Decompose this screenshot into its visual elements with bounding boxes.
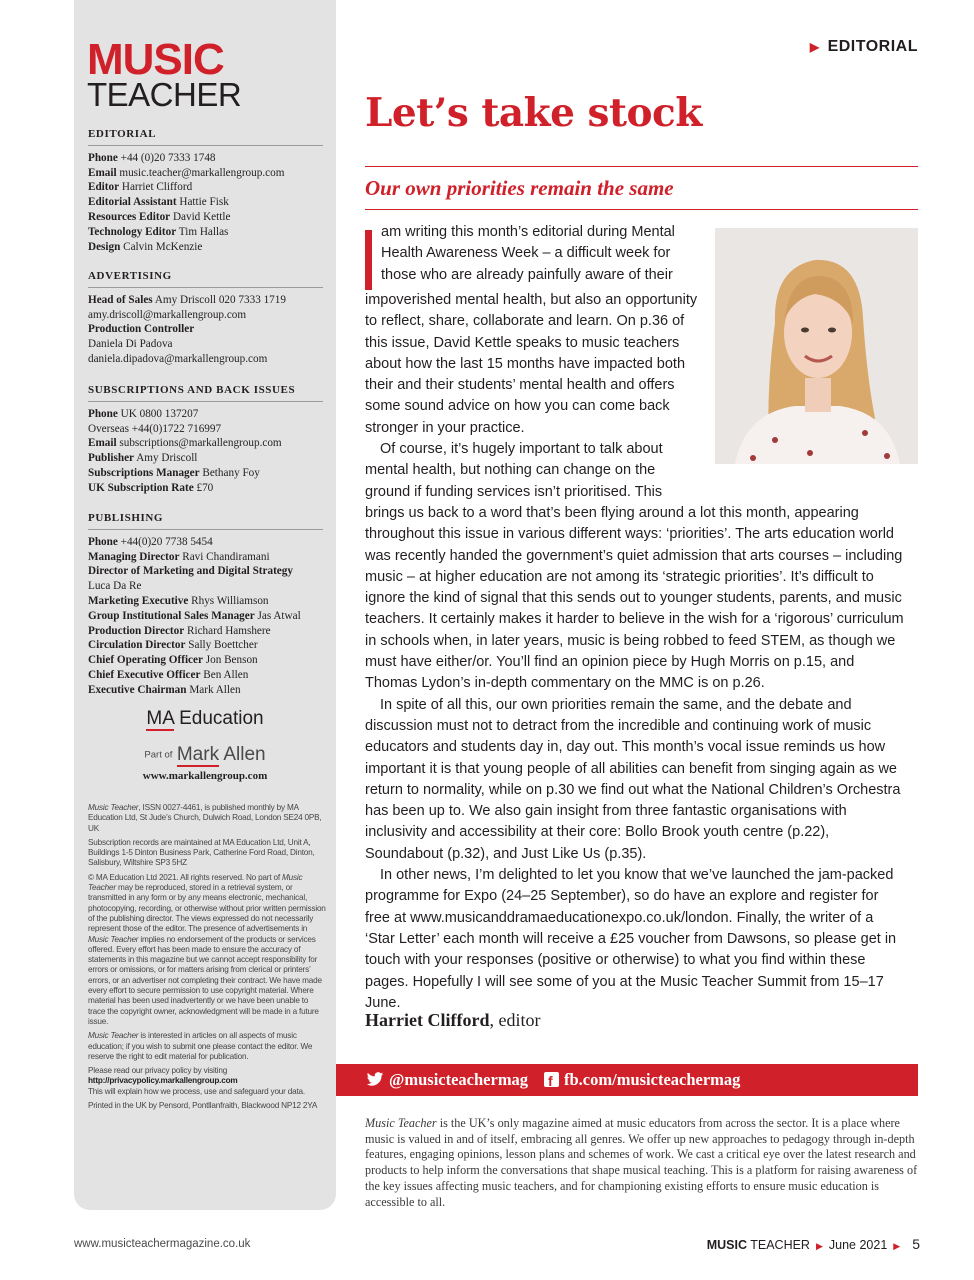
paragraph-4: In other news, I’m delighted to let you know that we’ve launched the jam-packed programme for Expo (24–25 September), so do have an explore and register for free at www.musicanddramaeducationexpo.co.uk/london. Finally, the writer of a ‘Star Letter’ each month will receive a £25 voucher from Dawsons, so please get in touch with your responses (positive or otherwise) to what you find within these pages. Hopefully I will see some of you at the Music Teacher Summit from 15–17 June. <box>365 867 897 1011</box>
publishing-line-label: Circulation Director <box>88 639 186 652</box>
logo-teacher: TEACHER <box>87 76 242 113</box>
subscriptions-heading: SUBSCRIPTIONS AND BACK ISSUES <box>88 383 323 402</box>
mark-allen-mark: Mark <box>176 744 220 765</box>
advertising-line-value: daniela.dipadova@markallengroup.com <box>88 352 268 365</box>
facebook-handle: fb.com/musicteachermag <box>564 1070 741 1089</box>
editorial-line-label: Phone <box>88 151 118 164</box>
about-magazine <box>365 1116 921 1210</box>
publishing-line-value: Ravi Chandiramani <box>182 550 270 563</box>
publisher-logos <box>74 708 336 782</box>
triangle-icon: ▶ <box>809 40 820 54</box>
publishing-line-value: Rhys Williamson <box>191 594 269 607</box>
legal-copyright-cont: may be reproduced, stored in a retrieval system, or transmitted in any form or by any means electronic, mechanical, photocopying, recording, or otherwise without prior written permission of the publishing director. The views expressed do not necessarily represent those of the editor. The presence of advertisements in <box>88 883 326 934</box>
publishing-line-value: Richard Hamshere <box>187 624 271 637</box>
editorial-line <box>88 180 323 195</box>
legal-notice <box>88 803 326 1115</box>
ma-logo-ma: MA <box>146 708 174 729</box>
subscriptions-line-value: UK 0800 137207 <box>120 407 199 420</box>
subscriptions-line-value: £70 <box>196 481 214 494</box>
triangle-icon: ▶ <box>893 1241 901 1251</box>
publishing-line <box>88 550 323 565</box>
legal-title: Music Teacher <box>88 934 139 944</box>
subscriptions-line <box>88 436 323 451</box>
publishing-line <box>88 653 323 668</box>
paragraph-1: impoverished mental health, but also an opportunity to reflect, share, collaborate and learn. On p.36 of this issue, David Kettle speaks to music teachers about how the last 15 months have impacted both their and their students’ mental health and offers some sound advice on how you can come back stronger in your practice. <box>365 292 698 436</box>
editorial-line-value: Harriet Clifford <box>121 181 193 194</box>
signoff <box>365 1010 540 1031</box>
paragraph-1-line-2: Health Awareness Week – a difficult week for <box>381 245 671 262</box>
masthead-sidebar <box>74 0 336 1210</box>
publishing-line-label: Chief Executive Officer <box>88 668 201 681</box>
editorial-line <box>88 210 323 225</box>
subscriptions-line <box>88 466 323 481</box>
footer-url[interactable]: www.musicteachermagazine.co.uk <box>74 1238 251 1250</box>
footer-folio <box>707 1236 920 1252</box>
publishing-line-label: Executive Chairman <box>88 683 187 696</box>
footer-brand-teacher: TEACHER <box>746 1238 810 1252</box>
paragraph-2-start: Of course, it’s hugely important to talk about mental health, but nothing can change on the ground if funding services isn’t prioritised. This <box>365 441 663 500</box>
facebook-icon: f <box>544 1072 559 1087</box>
drop-cap-bar <box>365 230 372 290</box>
editorial-line-value: Hattie Fisk <box>179 196 229 209</box>
paragraph-1-line-1: am writing this month’s editorial during Mental <box>381 224 675 240</box>
publishing-line-value: Ben Allen <box>203 668 249 681</box>
section-tag <box>810 38 918 56</box>
advertising-line-value: Daniela Di Padova <box>88 338 173 351</box>
publishing-line <box>88 609 323 624</box>
subscriptions-line-label: Phone <box>88 407 118 420</box>
standfirst-rule <box>365 209 918 210</box>
editorial-line <box>88 166 323 181</box>
social-bar <box>336 1064 918 1096</box>
about-text: is the UK’s only magazine aimed at music educators from across the sector. It is a place where music is valued in and of itself, embracing all genres. We offer up new approaches to pedagogy through in-depth features, engaging opinions, lesson plans and schemes of work. We cast a critical eye over the latest research and products to help inform the conversations that shape musical teaching. This is a platform for raising awareness of the key issues affecting music teachers, and for championing existing efforts to ensure music education is accessible to all. <box>365 1116 918 1209</box>
twitter-link[interactable] <box>366 1064 528 1096</box>
advertising-line <box>88 293 323 308</box>
publishing-line-label: Chief Operating Officer <box>88 654 203 667</box>
about-title: Music Teacher <box>365 1116 437 1130</box>
subscriptions-line <box>88 422 323 437</box>
triangle-icon: ▶ <box>815 1241 823 1251</box>
publishing-line <box>88 535 323 550</box>
publishing-line <box>88 624 323 639</box>
ma-logo-education: Education <box>179 708 264 729</box>
legal-title: Music Teacher <box>88 1031 139 1041</box>
editorial-line-label: Editor <box>88 181 120 194</box>
subscriptions-line-value: subscriptions@markallengroup.com <box>119 437 282 450</box>
publishing-contacts <box>88 511 323 698</box>
editorial-line <box>88 195 323 210</box>
logo-music: MUSIC <box>87 35 224 84</box>
publishing-line-label: Group Institutional Sales Manager <box>88 609 255 622</box>
publishing-line <box>88 638 323 653</box>
publishing-line-value: Luca Da Re <box>88 580 142 593</box>
publishing-heading: PUBLISHING <box>88 511 323 530</box>
editorial-line-value: Tim Hallas <box>178 225 229 238</box>
advertising-heading: ADVERTISING <box>88 269 323 288</box>
subscriptions-line <box>88 481 323 496</box>
paragraph-2: brings us back to a word that’s been flying around a lot this month, appearing throughout this issue in various different ways: ‘priorities’. The arts education world was recently handed the government’s quiet admission that arts courses – including music – at higher education are not among its ‘strategic priorities’. It’s difficult to ignore the kind of signal that this sends out to younger students, parents, and music teachers. It certainly makes it harder to believe in the wish for a ‘rigorous’ curriculum in schools when, in later years, music is being robbed to feed STEM, as though we must have either/or. You’ll find an opinion piece by Hugh Morris on p.15, and Thomas Lydon’s in-depth commentary on the MMC is on p.26. <box>365 504 904 692</box>
advertising-line-label: Head of Sales <box>88 293 153 306</box>
mark-allen-allen: Allen <box>223 744 266 765</box>
page-number: 5 <box>912 1236 920 1252</box>
article-body <box>365 222 905 1014</box>
subscriptions-line-label: Email <box>88 437 117 450</box>
legal-title: Music Teacher <box>88 803 139 812</box>
legal-disclaimer: implies no endorsement of the products or services offered. Every effort has been made to ensure the accuracy of statements in this magazine but we cannot accept responsibility for errors or omissions, or for matters arising from clerical or printers’ errors, or an advertiser not completing their contract. We have made every effort to secure permission to use copyright material. Where material has been used inadvertently or we have been unable to trace the copyright owner, acknowledgment will be made in a future issue. <box>88 934 322 1026</box>
footer-issue: June 2021 <box>828 1238 888 1252</box>
subscriptions-line-label: Publisher <box>88 452 135 465</box>
editorial-contacts <box>88 127 323 254</box>
publishing-line-label: Marketing Executive <box>88 594 189 607</box>
article-title: Let’s take stock <box>365 90 702 136</box>
publishing-line-value: Jon Benson <box>205 654 258 667</box>
publishing-line-label: Phone <box>88 535 118 548</box>
editorial-line <box>88 225 323 240</box>
advertising-line <box>88 308 323 323</box>
editorial-line-label: Design <box>88 240 121 253</box>
publishing-line-value: Mark Allen <box>189 683 241 696</box>
printer-notice: Printed in the UK by Pensord, Pontllanfraith, Blackwood NP12 2YA <box>88 1101 318 1111</box>
legal-subscription-records: Subscription records are maintained at MA Education Ltd, Unit A, Buildings 1-5 Dinton Business Park, Catherine Ford Road, Dinton, Salisbury, Wiltshire SP3 5HZ <box>88 837 315 868</box>
publishing-line-label: Director of Marketing and Digital Strategy <box>88 565 293 578</box>
privacy-intro: Please read our privacy policy by visiting <box>88 1066 228 1076</box>
subscriptions-line-value: Bethany Foy <box>202 466 260 479</box>
standfirst: Our own priorities remain the same <box>365 176 674 200</box>
editorial-line-value: +44 (0)20 7333 1748 <box>120 151 216 164</box>
legal-title: Music Teacher <box>88 872 303 893</box>
subscriptions-line-value: Amy Driscoll <box>136 452 198 465</box>
publishing-line <box>88 594 323 609</box>
paragraph-3: In spite of all this, our own priorities remain the same, and the debate and discussion must not to detract from the incredible and continuing work of music educators and students day in, day out. This month’s vocal issue reminds us how important it is that young people of all abilities can benefit from singing again as we return to normality, while on p.30 we find out what the National Children’s Orchestra has been up to. We also gain insight from three fantastic organisations with inclusivity and accessibility at their core: Bollo Brook youth centre (p.22), Soundabout (p.32), and Just Like Us (p.35). <box>365 696 901 862</box>
facebook-link[interactable] <box>544 1064 740 1096</box>
advertising-line <box>88 352 323 367</box>
advertising-line <box>88 337 323 352</box>
signoff-role: , editor <box>489 1010 541 1030</box>
editorial-line-label: Email <box>88 166 117 179</box>
publishing-line-value: +44(0)20 7738 5454 <box>120 535 213 548</box>
legal-issn: , ISSN 0027-4461, is published monthly by MA Education Ltd, St Jude’s Church, Dulwich Road, London SE24 0PB, UK <box>88 803 322 833</box>
editorial-line <box>88 240 323 255</box>
advertising-line-value: Amy Driscoll 020 7333 1719 <box>154 293 286 306</box>
footer-brand-music: MUSIC <box>706 1238 747 1252</box>
advertising-line-label: Production Controller <box>88 323 195 336</box>
legal-copyright: © MA Education Ltd 2021. All rights reserved. No part of <box>88 872 282 882</box>
twitter-icon <box>366 1070 384 1088</box>
part-of-label: Part of <box>144 749 173 761</box>
subscriptions-contacts <box>88 383 323 496</box>
editorial-line-label: Editorial Assistant <box>88 196 177 209</box>
paragraph-1-line-3: those who are already painfully aware of their <box>381 266 673 283</box>
editorial-line-value: music.teacher@markallengroup.com <box>119 166 285 179</box>
subscriptions-line <box>88 451 323 466</box>
group-url[interactable]: www.markallengroup.com <box>142 770 268 782</box>
publishing-line-label: Managing Director <box>88 550 180 563</box>
twitter-handle: @musicteachermag <box>389 1070 529 1089</box>
music-teacher-logo <box>87 35 242 113</box>
publishing-line <box>88 683 323 698</box>
publishing-line <box>88 579 323 594</box>
editorial-line-value: David Kettle <box>172 210 231 223</box>
advertising-line <box>88 322 323 337</box>
title-rule <box>365 166 918 167</box>
editorial-line-label: Technology Editor <box>88 225 177 238</box>
section-label: EDITORIAL <box>827 38 918 55</box>
publishing-line-value: Sally Boettcher <box>188 639 258 652</box>
legal-submissions: is interested in articles on all aspects of music education; if you wish to submit one please contact the editor. We reserve the right to edit material for publication. <box>88 1031 313 1061</box>
editorial-line-value: Calvin McKenzie <box>123 240 203 253</box>
editorial-heading: EDITORIAL <box>88 127 323 146</box>
signoff-name: Harriet Clifford <box>365 1010 490 1030</box>
publishing-line-value: Jas Atwal <box>257 609 301 622</box>
privacy-policy-link[interactable]: http://privacypolicy.markallengroup.com <box>88 1076 238 1086</box>
privacy-explain: This will explain how we process, use and safeguard your data. <box>88 1086 305 1096</box>
publishing-line-label: Production Director <box>88 624 185 637</box>
subscriptions-line-label: UK Subscription Rate <box>88 481 194 494</box>
publishing-line <box>88 668 323 683</box>
advertising-line-value: amy.driscoll@markallengroup.com <box>88 308 247 321</box>
subscriptions-line-value: Overseas +44(0)1722 716997 <box>88 422 222 435</box>
publishing-line <box>88 564 323 579</box>
mark-allen-logo <box>74 744 336 766</box>
subscriptions-line <box>88 407 323 422</box>
editorial-line-label: Resources Editor <box>88 210 171 223</box>
advertising-contacts <box>88 269 323 367</box>
editorial-line <box>88 151 323 166</box>
subscriptions-line-label: Subscriptions Manager <box>88 466 200 479</box>
ma-education-logo <box>74 708 336 730</box>
